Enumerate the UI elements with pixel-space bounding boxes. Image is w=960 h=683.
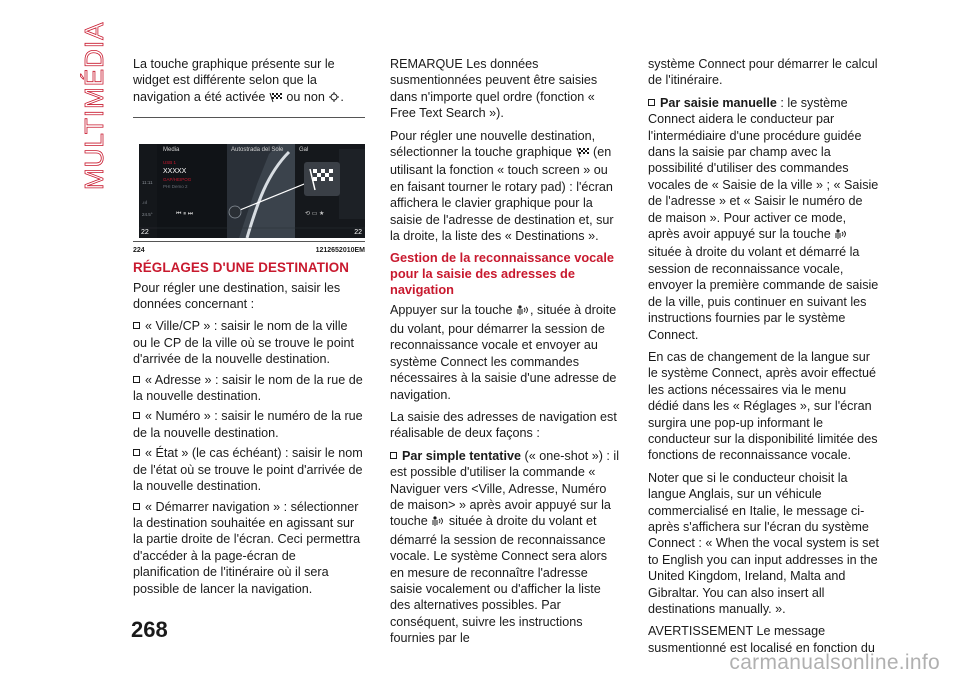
intro-paragraph bbox=[133, 56, 365, 107]
list-item bbox=[133, 318, 365, 367]
bullet-square-icon bbox=[133, 503, 140, 510]
screen-temp-left: 22 bbox=[141, 229, 149, 237]
infotainment-screen bbox=[139, 144, 365, 238]
voice-text-start: Appuyer sur la touche bbox=[390, 303, 513, 318]
continuation-paragraph: système Connect pour démarrer le calcul de l'itinéraire. bbox=[648, 57, 878, 88]
svg-text:⏮ ⏸ ⏭: ⏮ ⏸ ⏭ bbox=[176, 211, 194, 218]
intro-text-start: La touche graphique présente sur le widget est différente selon que la navigation a été activée bbox=[133, 57, 335, 104]
navigation-flag-icon bbox=[576, 146, 590, 162]
manual-text-start: : le système Connect aidera le conducteur par l'intermédiaire d'une procédure guidée dans la saisie par champ avec la possibilité d'utiliser des commandes vocales de « Saisie de la ville » ; « Saisie de l'adresse » et « Saisir le numéro de de maison ». Pour activer ce mode, après avoir appuyé sur la touche bbox=[648, 95, 879, 242]
list-item-text: « Ville/CP » : saisir le nom de la ville ou le CP de la ville où se trouve le point d'arrivée de la nouvelle destination. bbox=[133, 319, 354, 367]
svg-text:24.5°: 24.5° bbox=[142, 212, 153, 218]
lead-paragraph: Pour régler une destination, saisir les données concernant : bbox=[133, 280, 341, 312]
screen-media-label: Media bbox=[163, 147, 180, 154]
two-ways-paragraph: La saisie des adresses de navigation est réalisable de deux façons : bbox=[390, 409, 617, 441]
svg-text:.ııl: .ııl bbox=[142, 200, 147, 206]
list-item bbox=[133, 499, 365, 597]
intro-text-end: . bbox=[340, 89, 344, 104]
new-destination-text-start: Pour régler une nouvelle destination, sélectionner la touche graphique bbox=[390, 128, 596, 160]
figure-224 bbox=[133, 117, 365, 255]
figure-code: 1212652010EM bbox=[315, 247, 365, 255]
voice-recognition-heading: Gestion de la reconnaissance vocale pour la saisie des adresses de navigation bbox=[390, 250, 615, 298]
svg-text:PHI Demo 2: PHI Demo 2 bbox=[163, 184, 188, 190]
screen-right-label: Gal bbox=[299, 147, 309, 154]
language-change-paragraph: En cas de changement de la langue sur le système Connect, après avoir effectué les actions nécessaires via le menu dédié dans les « Réglages », sur l'écran surgira une pop-up informant le conducteur sur la disponibilité limitée des fonctions de reconnaissance vocale. bbox=[648, 349, 878, 463]
svg-text:⟲ ▭ ★: ⟲ ▭ ★ bbox=[305, 211, 325, 218]
bullet-square-icon bbox=[133, 449, 140, 456]
navigation-flag-icon bbox=[269, 91, 283, 107]
list-item bbox=[133, 408, 365, 441]
english-note-paragraph: Noter que si le conducteur choisit la langue Anglais, sur un véhicule commercialisé en Italie, le message ci-après s'affichera sur l'écran du système Connect : « When the vocal system is set to English you can input addresses in the United Kingdom, Ireland, Malta and Gibraltar. You can also insert all destinations manually. ». bbox=[648, 470, 879, 616]
voice-text-end: , située à droite du volant, pour démarrer la session de reconnaissance vocale et envoyer au système Connect les commandes nécessaires à la saisie d'une adresse de navigation. bbox=[390, 303, 617, 402]
voice-paragraph bbox=[390, 302, 622, 402]
warning-paragraph: AVERTISSEMENT Le message susmentionné est localisé en fonction du bbox=[648, 624, 875, 655]
figure-number: 224 bbox=[133, 247, 145, 255]
column-1 bbox=[133, 56, 365, 601]
screen-track-title: XXXXX bbox=[163, 168, 187, 176]
new-destination-text-end: (en utilisant la fonction « touch screen » ou en faisant tourner le rotary pad) : l'écran affichera le clavier graphique pour la saisie de l'adresse de destination et, sur la droite, la liste des « Destinations ». bbox=[390, 145, 614, 244]
list-item bbox=[133, 372, 365, 405]
list-item-text: « Démarrer navigation » : sélectionner la destination souhaitée en agissant sur la partie droite de l'écran. Ceci permettra d'accéder à la page-écran de planification de l'itinéraire où il sera possible de lancer la navigation. bbox=[133, 499, 361, 596]
figure-bottom-rule bbox=[133, 241, 365, 242]
watermark: carmanualsonline.info bbox=[729, 651, 940, 674]
navigation-off-icon bbox=[328, 91, 340, 107]
svg-text:11:11: 11:11 bbox=[142, 180, 153, 186]
column-3 bbox=[648, 56, 880, 662]
screen-route-label: Autostrada del Sole bbox=[231, 147, 284, 154]
svg-text:USB 1: USB 1 bbox=[163, 160, 177, 166]
manual-text-end: située à droite du volant et démarré la session de reconnaissance vocale, envoyer la première commande de saisie de la ville, puis continuer en suivant les instructions fournies par le système Connect. bbox=[648, 245, 879, 342]
section-tab bbox=[78, 21, 118, 190]
voice-command-icon bbox=[834, 228, 848, 244]
screen-temp-right: 22 bbox=[354, 229, 362, 237]
list-item-text: « Adresse » : saisir le nom de la rue de la nouvelle destination. bbox=[133, 372, 363, 404]
voice-command-icon bbox=[431, 515, 445, 531]
one-shot-text-end: située à droite du volant et démarré la session de reconnaissance vocale. Le système Connect sera alors en mesure de reconnaître l'adresse saisie vocalement ou d'afficher la liste des alternatives possibles. Par conséquent, suivre les instructions fournies par le bbox=[390, 514, 607, 646]
manual-title: Par saisie manuelle bbox=[660, 95, 777, 110]
list-item bbox=[133, 445, 365, 494]
bullet-square-icon bbox=[133, 376, 140, 383]
column-2 bbox=[390, 56, 622, 653]
intro-text-mid: ou non bbox=[286, 89, 325, 104]
bullet-square-icon bbox=[133, 412, 140, 419]
figure-top-rule bbox=[133, 117, 365, 118]
one-shot-title: Par simple tentative bbox=[402, 448, 521, 463]
list-item-text: « État » (le cas échéant) : saisir le nom de l'état où se trouve le point d'arrivée de la nouvelle destination. bbox=[133, 446, 363, 494]
remark-paragraph: REMARQUE Les données susmentionnées peuvent être saisies dans n'importe quel ordre (fonction « Free Text Search »). bbox=[390, 57, 598, 121]
list-item-text: « Numéro » : saisir le numéro de la rue de la nouvelle destination. bbox=[133, 409, 363, 440]
bullet-square-icon bbox=[133, 322, 140, 329]
voice-command-icon bbox=[516, 304, 530, 320]
page-number: 268 bbox=[131, 617, 168, 642]
list-item-manual bbox=[648, 95, 880, 343]
bullet-square-icon bbox=[390, 452, 397, 459]
new-destination-paragraph bbox=[390, 128, 622, 245]
list-item-one-shot bbox=[390, 448, 622, 647]
section-heading: RÉGLAGES D'UNE DESTINATION bbox=[133, 260, 350, 276]
section-tab-label: MULTIMÉDIA bbox=[79, 21, 109, 190]
one-shot-text-start: (« one-shot ») : il est possible d'utiliser la commande « Naviguer vers <Ville, Adresse, Numéro de maison> » après avoir appuyé sur la touche bbox=[390, 448, 619, 529]
bullet-square-icon bbox=[648, 99, 655, 106]
svg-text:GAP/HEIPOG: GAP/HEIPOG bbox=[163, 177, 192, 183]
